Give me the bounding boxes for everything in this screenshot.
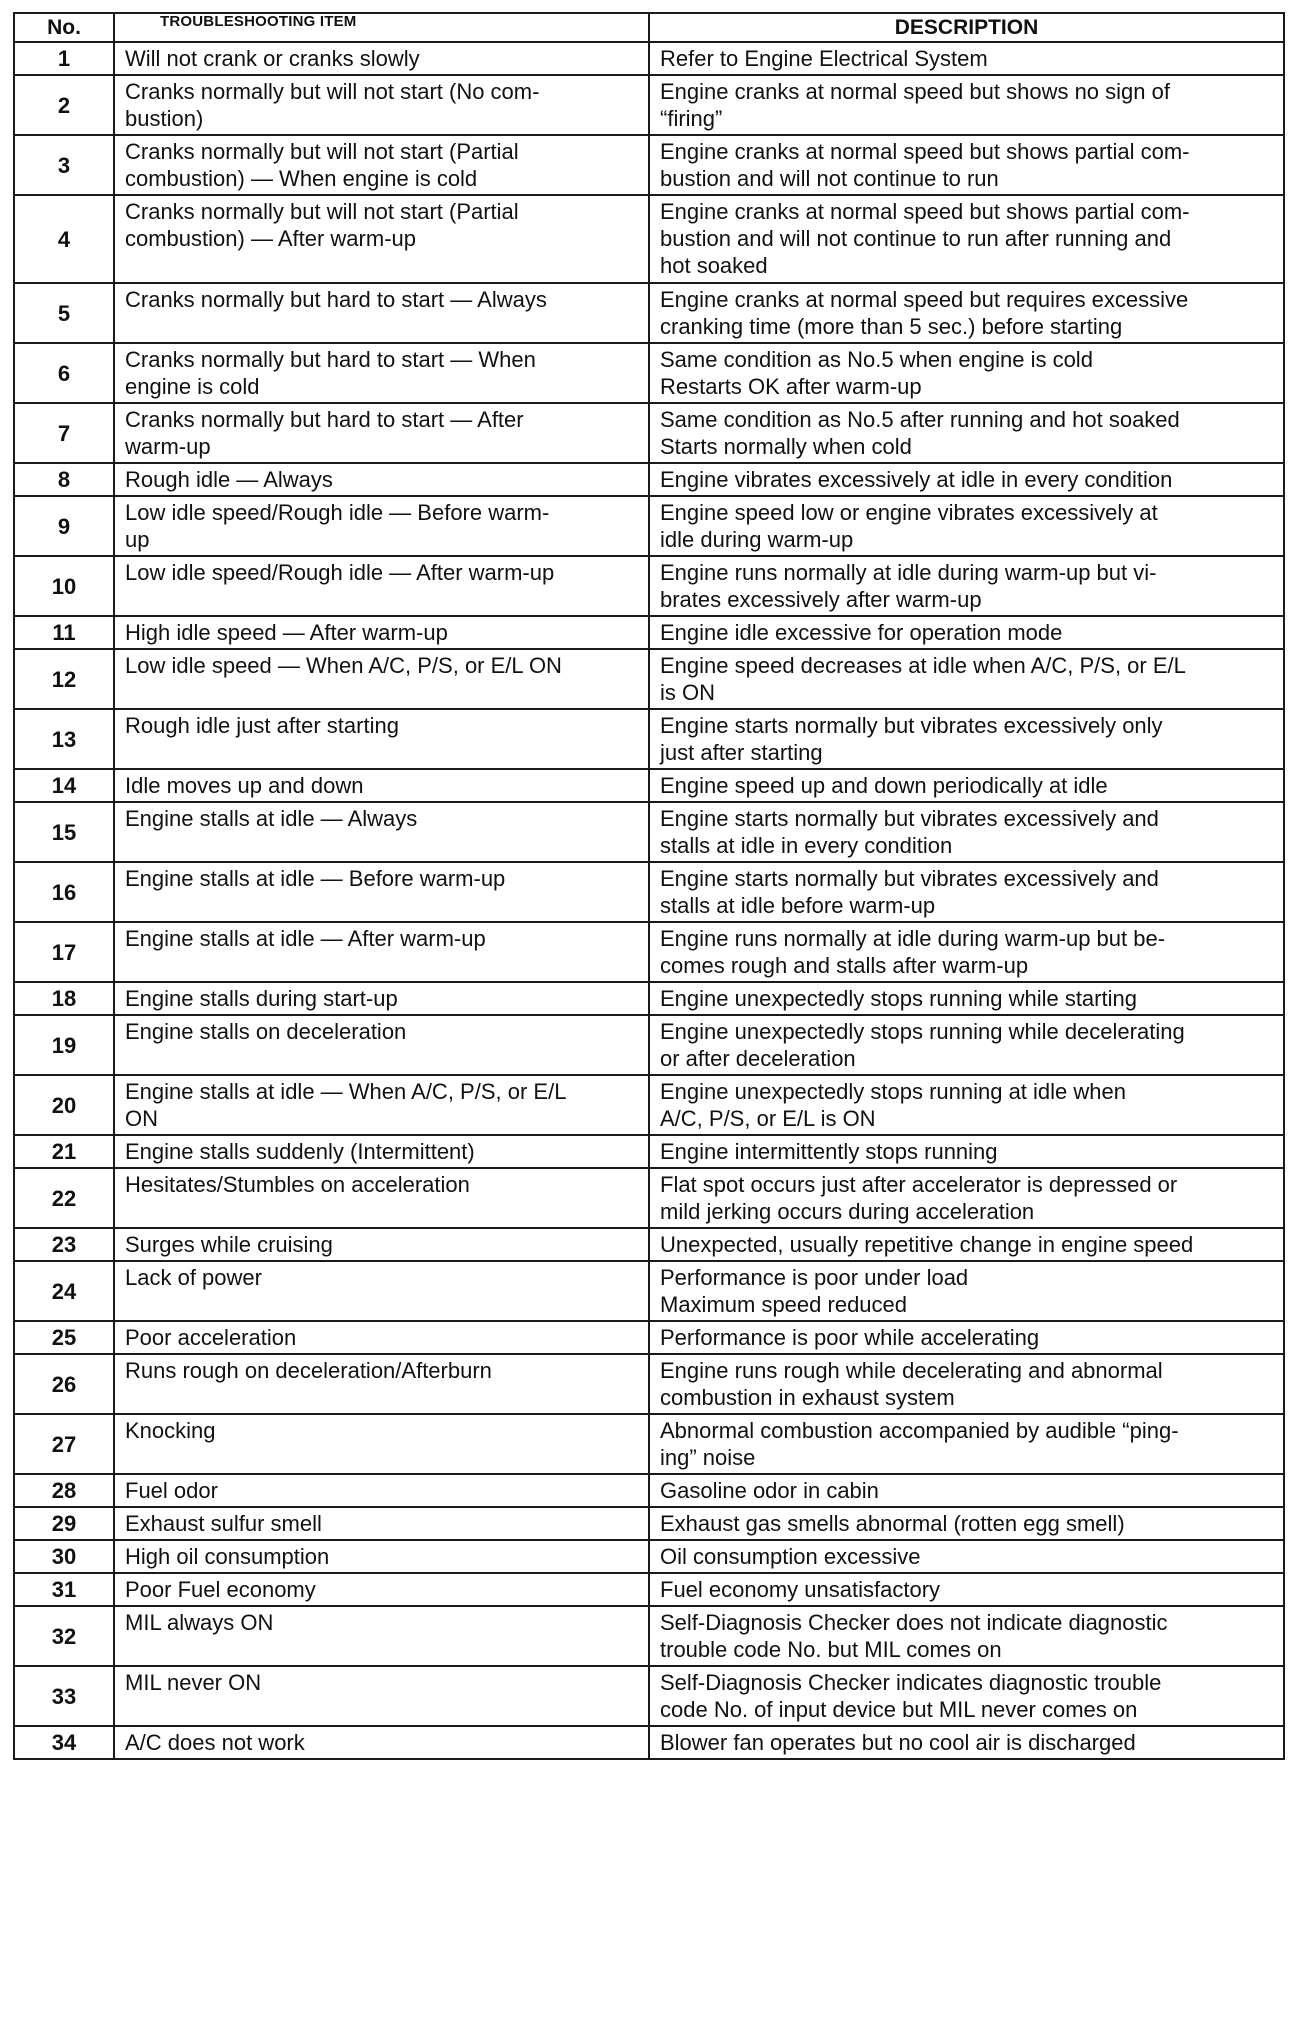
description-text: bustion and will not continue to run	[660, 166, 999, 191]
troubleshooting-item-text: Engine stalls at idle — Always	[125, 806, 418, 831]
description-text: Unexpected, usually repetitive change in engine speed	[660, 1232, 1194, 1257]
description-text: Engine cranks at normal speed but shows partial com-	[660, 199, 1190, 224]
description-text: Self-Diagnosis Checker does not indicate diagnostic	[660, 1610, 1168, 1635]
description-text: Performance is poor while accelerating	[660, 1325, 1040, 1350]
description-cell	[649, 75, 1284, 135]
description-cell	[649, 769, 1284, 802]
row-number: 20	[14, 1075, 114, 1135]
troubleshooting-item-cell	[114, 802, 649, 862]
table-row	[14, 1540, 1284, 1573]
description-cell	[649, 343, 1284, 403]
row-number: 1	[14, 42, 114, 75]
header-troubleshooting-item: TROUBLESHOOTING ITEM	[114, 13, 649, 42]
troubleshooting-item-cell	[114, 922, 649, 982]
troubleshooting-item-cell	[114, 1573, 649, 1606]
description-text: Self-Diagnosis Checker indicates diagnostic trouble	[660, 1670, 1162, 1695]
troubleshooting-item-text: Will not crank or cranks slowly	[125, 46, 420, 71]
troubleshooting-item-cell	[114, 1474, 649, 1507]
troubleshooting-item-text: Engine stalls during start-up	[125, 986, 398, 1011]
troubleshooting-item-text: Cranks normally but hard to start — Always	[125, 287, 547, 312]
row-number: 3	[14, 135, 114, 195]
troubleshooting-item-cell	[114, 1015, 649, 1075]
troubleshooting-item-cell	[114, 982, 649, 1015]
troubleshooting-item-text: Fuel odor	[125, 1478, 218, 1503]
description-text: Engine idle excessive for operation mode	[660, 620, 1063, 645]
troubleshooting-item-text: Knocking	[125, 1418, 216, 1443]
header-description: DESCRIPTION	[649, 13, 1284, 42]
description-cell	[649, 556, 1284, 616]
troubleshooting-item-cell	[114, 496, 649, 556]
row-number: 16	[14, 862, 114, 922]
description-text: Engine speed decreases at idle when A/C, P/S, or E/L	[660, 653, 1186, 678]
troubleshooting-item-cell	[114, 1135, 649, 1168]
description-text: Fuel economy unsatisfactory	[660, 1577, 941, 1602]
troubleshooting-item-cell	[114, 463, 649, 496]
troubleshooting-item-cell	[114, 1414, 649, 1474]
troubleshooting-item-cell	[114, 1321, 649, 1354]
troubleshooting-item-cell	[114, 75, 649, 135]
table-row	[14, 769, 1284, 802]
description-text: Maximum speed reduced	[660, 1292, 908, 1317]
description-text: Engine unexpectedly stops running while decelerating	[660, 1019, 1185, 1044]
table-row	[14, 1507, 1284, 1540]
troubleshooting-item-text: High idle speed — After warm-up	[125, 620, 448, 645]
troubleshooting-item-text: Engine stalls at idle — After warm-up	[125, 926, 486, 951]
troubleshooting-item-text: Engine stalls at idle — When A/C, P/S, or E/L	[125, 1079, 567, 1104]
troubleshooting-item-cell	[114, 1168, 649, 1228]
description-text: bustion and will not continue to run after running and	[660, 226, 1172, 251]
description-text: hot soaked	[660, 253, 768, 278]
table-row	[14, 922, 1284, 982]
table-row	[14, 463, 1284, 496]
table-row	[14, 1726, 1284, 1759]
table-row	[14, 343, 1284, 403]
description-text: Same condition as No.5 when engine is cold	[660, 347, 1093, 372]
troubleshooting-item-cell	[114, 343, 649, 403]
row-number: 32	[14, 1606, 114, 1666]
description-text: Engine speed up and down periodically at idle	[660, 773, 1108, 798]
description-text: ing” noise	[660, 1445, 756, 1470]
row-number: 27	[14, 1414, 114, 1474]
troubleshooting-item-text: Low idle speed/Rough idle — Before warm-	[125, 500, 550, 525]
description-text: Engine starts normally but vibrates excessively only	[660, 713, 1163, 738]
description-cell	[649, 1321, 1284, 1354]
description-cell	[649, 283, 1284, 343]
row-number: 28	[14, 1474, 114, 1507]
troubleshooting-item-cell	[114, 1075, 649, 1135]
description-text: stalls at idle before warm-up	[660, 893, 936, 918]
troubleshooting-item-text: A/C does not work	[125, 1730, 305, 1755]
description-text: Exhaust gas smells abnormal (rotten egg smell)	[660, 1511, 1125, 1536]
description-text: Engine intermittently stops running	[660, 1139, 998, 1164]
troubleshooting-item-cell	[114, 769, 649, 802]
description-text: is ON	[660, 680, 715, 705]
row-number: 19	[14, 1015, 114, 1075]
troubleshooting-item-text: Cranks normally but hard to start — After	[125, 407, 524, 432]
description-text: Starts normally when cold	[660, 434, 912, 459]
row-number: 10	[14, 556, 114, 616]
table-row	[14, 982, 1284, 1015]
troubleshooting-item-text: Lack of power	[125, 1265, 262, 1290]
troubleshooting-item-text: Engine stalls at idle — Before warm-up	[125, 866, 506, 891]
troubleshooting-item-cell	[114, 283, 649, 343]
table-body	[14, 42, 1284, 1759]
table-row	[14, 1015, 1284, 1075]
table-row	[14, 75, 1284, 135]
troubleshooting-item-cell	[114, 649, 649, 709]
description-text: Blower fan operates but no cool air is discharged	[660, 1730, 1136, 1755]
row-number: 9	[14, 496, 114, 556]
description-text: Refer to Engine Electrical System	[660, 46, 988, 71]
troubleshooting-item-text: bustion)	[125, 106, 204, 131]
troubleshooting-item-text: engine is cold	[125, 374, 260, 399]
description-text: Same condition as No.5 after running and hot soaked	[660, 407, 1180, 432]
description-cell	[649, 1726, 1284, 1759]
description-cell	[649, 1507, 1284, 1540]
table-row	[14, 1228, 1284, 1261]
troubleshooting-item-cell	[114, 1540, 649, 1573]
troubleshooting-item-cell	[114, 709, 649, 769]
table-row	[14, 1135, 1284, 1168]
troubleshooting-item-cell	[114, 1606, 649, 1666]
troubleshooting-item-text: MIL never ON	[125, 1670, 262, 1695]
description-cell	[649, 616, 1284, 649]
row-number: 13	[14, 709, 114, 769]
description-text: Engine cranks at normal speed but shows partial com-	[660, 139, 1190, 164]
troubleshooting-item-text: Surges while cruising	[125, 1232, 333, 1257]
row-number: 21	[14, 1135, 114, 1168]
row-number: 4	[14, 195, 114, 283]
row-number: 11	[14, 616, 114, 649]
description-text: Engine unexpectedly stops running at idle when	[660, 1079, 1126, 1104]
table-row	[14, 1474, 1284, 1507]
troubleshooting-item-cell	[114, 862, 649, 922]
troubleshooting-item-cell	[114, 42, 649, 75]
table-row	[14, 709, 1284, 769]
row-number: 7	[14, 403, 114, 463]
table-row	[14, 1414, 1284, 1474]
description-text: Engine speed low or engine vibrates excessively at	[660, 500, 1158, 525]
troubleshooting-item-text: MIL always ON	[125, 1610, 274, 1635]
troubleshooting-item-cell	[114, 1666, 649, 1726]
table-row	[14, 556, 1284, 616]
troubleshooting-item-text: warm-up	[125, 434, 211, 459]
troubleshooting-item-text: Runs rough on deceleration/Afterburn	[125, 1358, 492, 1383]
troubleshooting-item-text: Idle moves up and down	[125, 773, 364, 798]
description-text: Engine runs rough while decelerating and abnormal	[660, 1358, 1163, 1383]
table-header-row	[14, 13, 1284, 42]
description-cell	[649, 1540, 1284, 1573]
troubleshooting-item-cell	[114, 1507, 649, 1540]
description-text: Engine vibrates excessively at idle in every condition	[660, 467, 1173, 492]
description-text: brates excessively after warm-up	[660, 587, 982, 612]
row-number: 34	[14, 1726, 114, 1759]
troubleshooting-item-cell	[114, 1726, 649, 1759]
troubleshooting-item-text: High oil consumption	[125, 1544, 330, 1569]
description-cell	[649, 1075, 1284, 1135]
row-number: 26	[14, 1354, 114, 1414]
description-text: Engine starts normally but vibrates excessively and	[660, 806, 1159, 831]
table-row	[14, 496, 1284, 556]
description-text: Flat spot occurs just after accelerator is depressed or	[660, 1172, 1178, 1197]
description-cell	[649, 649, 1284, 709]
troubleshooting-item-text: Rough idle — Always	[125, 467, 333, 492]
description-text: Engine cranks at normal speed but shows no sign of	[660, 79, 1170, 104]
description-cell	[649, 403, 1284, 463]
description-cell	[649, 496, 1284, 556]
troubleshooting-item-text: Low idle speed — When A/C, P/S, or E/L ON	[125, 653, 562, 678]
row-number: 18	[14, 982, 114, 1015]
description-cell	[649, 1228, 1284, 1261]
troubleshooting-item-cell	[114, 1228, 649, 1261]
description-cell	[649, 1573, 1284, 1606]
description-cell	[649, 42, 1284, 75]
troubleshooting-item-text: combustion) — When engine is cold	[125, 166, 478, 191]
table-row	[14, 802, 1284, 862]
table-row	[14, 135, 1284, 195]
row-number: 33	[14, 1666, 114, 1726]
description-cell	[649, 1015, 1284, 1075]
row-number: 12	[14, 649, 114, 709]
row-number: 8	[14, 463, 114, 496]
row-number: 24	[14, 1261, 114, 1321]
header-no: No.	[14, 13, 114, 42]
row-number: 30	[14, 1540, 114, 1573]
troubleshooting-item-cell	[114, 403, 649, 463]
row-number: 25	[14, 1321, 114, 1354]
troubleshooting-item-text: Poor acceleration	[125, 1325, 297, 1350]
row-number: 6	[14, 343, 114, 403]
table-row	[14, 616, 1284, 649]
troubleshooting-item-text: Exhaust sulfur smell	[125, 1511, 322, 1536]
troubleshooting-item-text: Hesitates/Stumbles on acceleration	[125, 1172, 470, 1197]
description-text: Engine starts normally but vibrates excessively and	[660, 866, 1159, 891]
description-cell	[649, 1261, 1284, 1321]
troubleshooting-item-cell	[114, 1261, 649, 1321]
description-text: A/C, P/S, or E/L is ON	[660, 1106, 876, 1131]
row-number: 15	[14, 802, 114, 862]
table-row	[14, 1261, 1284, 1321]
troubleshooting-item-cell	[114, 195, 649, 283]
troubleshooting-item-cell	[114, 1354, 649, 1414]
troubleshooting-item-text: Cranks normally but hard to start — When	[125, 347, 536, 372]
description-text: Abnormal combustion accompanied by audible “ping-	[660, 1418, 1179, 1443]
row-number: 2	[14, 75, 114, 135]
description-text: Performance is poor under load	[660, 1265, 969, 1290]
description-text: Oil consumption excessive	[660, 1544, 921, 1569]
description-cell	[649, 135, 1284, 195]
description-text: just after starting	[660, 740, 823, 765]
description-cell	[649, 195, 1284, 283]
troubleshooting-item-text: up	[125, 527, 150, 552]
table-row	[14, 1666, 1284, 1726]
table-row	[14, 649, 1284, 709]
table-row	[14, 195, 1284, 283]
description-text: trouble code No. but MIL comes on	[660, 1637, 1002, 1662]
troubleshooting-table	[13, 12, 1285, 1760]
description-text: Engine runs normally at idle during warm-up but be-	[660, 926, 1166, 951]
description-text: idle during warm-up	[660, 527, 854, 552]
table-row	[14, 283, 1284, 343]
table-row	[14, 1168, 1284, 1228]
troubleshooting-item-text: Low idle speed/Rough idle — After warm-up	[125, 560, 555, 585]
description-cell	[649, 463, 1284, 496]
row-number: 23	[14, 1228, 114, 1261]
table-row	[14, 42, 1284, 75]
description-text: Gasoline odor in cabin	[660, 1478, 879, 1503]
description-text: Engine cranks at normal speed but requires excessive	[660, 287, 1189, 312]
table-row	[14, 862, 1284, 922]
troubleshooting-item-text: ON	[125, 1106, 158, 1131]
description-cell	[649, 862, 1284, 922]
description-text: or after deceleration	[660, 1046, 856, 1071]
troubleshooting-item-text: combustion) — After warm-up	[125, 226, 416, 251]
troubleshooting-item-text: Rough idle just after starting	[125, 713, 399, 738]
description-text: Restarts OK after warm-up	[660, 374, 922, 399]
troubleshooting-item-cell	[114, 556, 649, 616]
description-text: code No. of input device but MIL never comes on	[660, 1697, 1138, 1722]
description-cell	[649, 1666, 1284, 1726]
row-number: 5	[14, 283, 114, 343]
description-cell	[649, 709, 1284, 769]
table-row	[14, 1606, 1284, 1666]
description-text: “firing”	[660, 106, 723, 131]
troubleshooting-item-text: Engine stalls suddenly (Intermittent)	[125, 1139, 475, 1164]
description-text: mild jerking occurs during acceleration	[660, 1199, 1035, 1224]
row-number: 14	[14, 769, 114, 802]
description-cell	[649, 1135, 1284, 1168]
troubleshooting-item-text: Cranks normally but will not start (Partial	[125, 199, 519, 224]
row-number: 17	[14, 922, 114, 982]
description-cell	[649, 1414, 1284, 1474]
row-number: 29	[14, 1507, 114, 1540]
description-cell	[649, 982, 1284, 1015]
troubleshooting-item-text: Cranks normally but will not start (Partial	[125, 139, 519, 164]
description-cell	[649, 1606, 1284, 1666]
table-row	[14, 1573, 1284, 1606]
description-text: Engine runs normally at idle during warm-up but vi-	[660, 560, 1157, 585]
table-row	[14, 1321, 1284, 1354]
description-cell	[649, 1354, 1284, 1414]
description-text: cranking time (more than 5 sec.) before starting	[660, 314, 1123, 339]
troubleshooting-item-text: Engine stalls on deceleration	[125, 1019, 407, 1044]
table-row	[14, 403, 1284, 463]
troubleshooting-item-text: Poor Fuel economy	[125, 1577, 316, 1602]
description-text: combustion in exhaust system	[660, 1385, 955, 1410]
description-cell	[649, 1168, 1284, 1228]
description-cell	[649, 1474, 1284, 1507]
troubleshooting-item-text: Cranks normally but will not start (No com-	[125, 79, 540, 104]
table-row	[14, 1354, 1284, 1414]
description-text: stalls at idle in every condition	[660, 833, 953, 858]
description-cell	[649, 922, 1284, 982]
troubleshooting-item-cell	[114, 616, 649, 649]
description-cell	[649, 802, 1284, 862]
table-row	[14, 1075, 1284, 1135]
description-text: Engine unexpectedly stops running while starting	[660, 986, 1137, 1011]
row-number: 22	[14, 1168, 114, 1228]
description-text: comes rough and stalls after warm-up	[660, 953, 1029, 978]
troubleshooting-item-cell	[114, 135, 649, 195]
row-number: 31	[14, 1573, 114, 1606]
